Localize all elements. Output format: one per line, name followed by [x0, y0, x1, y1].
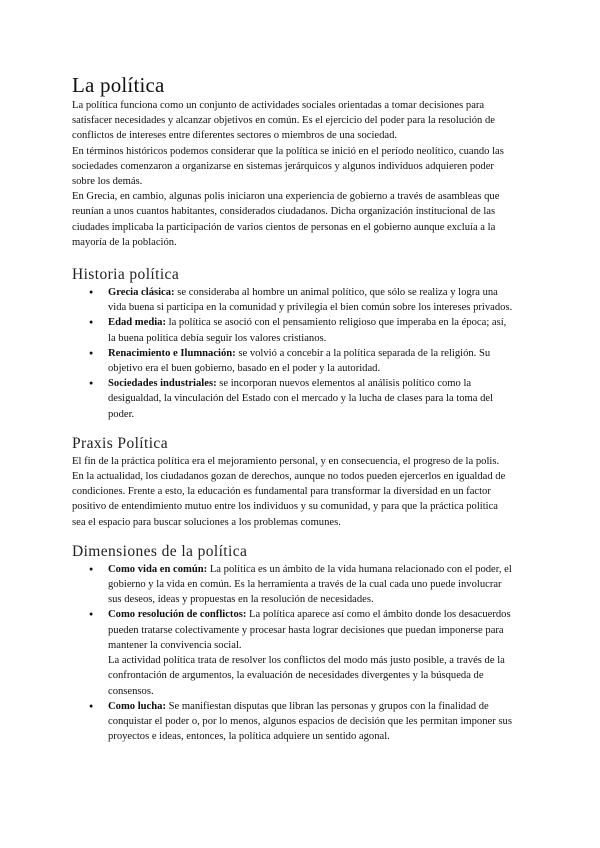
intro-paragraph: La política funciona como un conjunto de actividades sociales orientadas a tomar decisiones para satisfacer necesidades y alcanzar objetivos en común. Es el ejercicio del poder para la resolución de conflictos de intereses entre diferentes sectores o miembros de una sociedad.: [72, 100, 495, 142]
intro-section: [72, 98, 514, 250]
praxis-paragraph: El fin de la práctica política era el mejoramiento personal, y en consecuencia, el progreso de la polis.: [72, 455, 500, 467]
item-term: Como resolución de conflictos:: [108, 609, 247, 621]
item-term: Renacimiento e Ilumnación:: [108, 347, 236, 359]
intro-paragraph: En Grecia, en cambio, algunas polis iniciaron una experiencia de gobierno a través de asambleas que reunían a unos cuantos habitantes, considerados ciudadanos. Dicha organización institucional de las ciudades implicaba la participación de varios cientos de personas en el gobierno aunque excluía a la mayoría de la población.: [72, 191, 500, 248]
list-item: [108, 562, 514, 608]
item-text: se consideraba al hombre un animal político, que sólo se realiza y logra una vida buena si participa en la comunidad y privilegia el bien común sobre los intereses privados.: [108, 287, 513, 314]
list-item: [108, 285, 514, 315]
dimensiones-list: [72, 562, 514, 744]
item-extra-paragraph: La actividad política trata de resolver los conflictos del modo más justo posible, a través de la confrontación de argumentos, la evaluación de necesidades divergentes y la búsqueda de consensos.: [108, 655, 505, 697]
page-title: La política: [72, 73, 165, 97]
item-text: Se manifiestan disputas que libran las personas y grupos con la finalidad de conquistar el poder o, por lo menos, algunos espacios de decisión que les permitan imponer sus proyectos e ideas, entonces, la política adquiere un sentido agonal.: [108, 700, 512, 743]
praxis-paragraph: En la actualidad, los ciudadanos gozan de derechos, aunque no todos pueden ejercerlos en igualdad de condiciones. Frente a esto, la educación es fundamental para transformar la diversidad en un factor positivo de entendimiento mutuo entre los individuos y su comunidad, y para que la práctica política sea el espacio para buscar soluciones a los problemas comunes.: [72, 471, 506, 528]
list-item: [108, 346, 514, 376]
historia-list: [72, 285, 514, 422]
item-text: La política es un ámbito de la vida humana relacionado con el poder, el gobierno y la vida en común. Es la herramienta a través de la cual cada uno puede involucrar sus deseos, ideas y propuestas en la resolución de necesidades.: [108, 563, 512, 606]
section-heading-historia: Historia política: [72, 266, 180, 284]
list-item: [108, 315, 514, 345]
item-text: La política aparece así como el ámbito donde los desacuerdos pueden tratarse colectivamente y procesar hasta lograr decisiones que puedan imponerse para mantener la convivencia social.: [108, 609, 511, 651]
item-text: la política se asoció con el pensamiento religioso que imperaba en la época; así, la buena política debía seguir los valores cristianos.: [108, 317, 507, 344]
item-term: Grecia clásica:: [108, 287, 175, 299]
list-item: [108, 699, 514, 745]
item-text: se incorporan nuevos elementos al análisis político como la desigualdad, la vinculación del Estado con el mercado y la lucha de clases para la toma del poder.: [108, 378, 494, 420]
section-heading-dimensiones: Dimensiones de la política: [72, 542, 248, 560]
item-term: Sociedades industriales:: [108, 378, 217, 390]
intro-paragraph: En términos históricos podemos considerar que la política se inició en el período neolítico, cuando las sociedades comenzaron a organizarse en sistemas jerárquicos y algunos individuos adquieren poder sobre los demás.: [72, 145, 504, 188]
section-heading-praxis: Praxis Política: [72, 434, 168, 452]
item-term: Edad media:: [108, 317, 166, 329]
list-item: [108, 376, 514, 422]
item-text: se volvió a concebir a la política separada de la religión. Su objetivo era el buen gobierno, basado en el poder y la autoridad.: [108, 347, 491, 375]
item-term: Como vida en común:: [108, 563, 208, 575]
list-item: [108, 607, 514, 698]
item-term: Como lucha:: [108, 700, 166, 712]
